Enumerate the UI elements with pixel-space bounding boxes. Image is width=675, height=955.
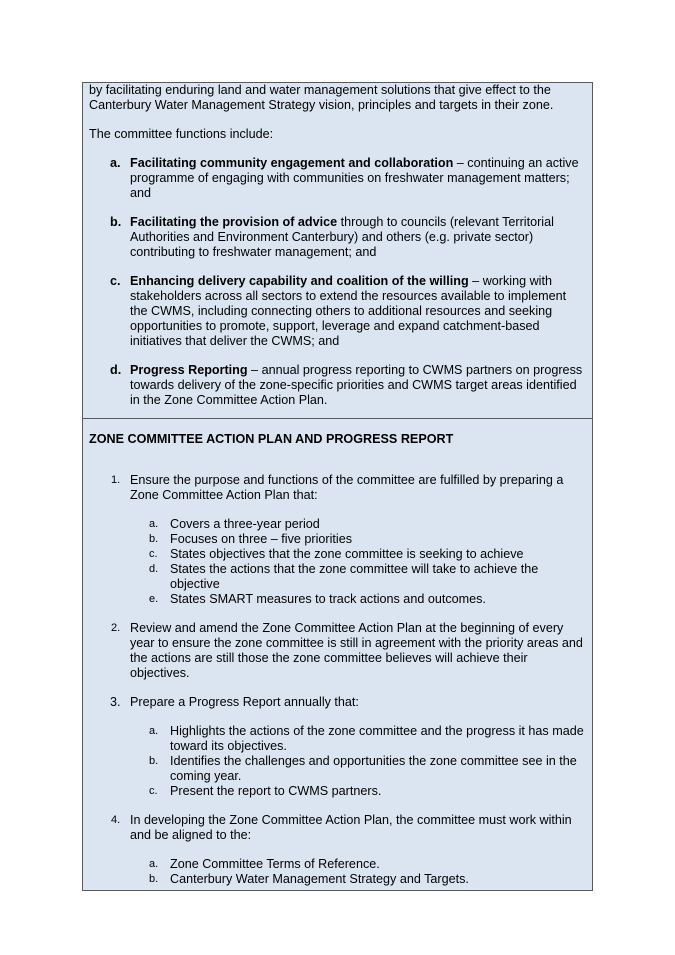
- sub-text: Zone Committee Terms of Reference.: [170, 857, 380, 871]
- sub-letter: a.: [149, 725, 159, 737]
- plan-text: Prepare a Progress Report annually that:: [130, 695, 359, 709]
- sub-letter: b.: [149, 755, 159, 767]
- function-letter: b.: [110, 215, 122, 229]
- sub-text: Canterbury Water Management Strategy and Targets.: [170, 872, 469, 886]
- function-letter: d.: [110, 363, 122, 377]
- functions-cell: [83, 83, 592, 419]
- function-title: Progress Reporting: [130, 363, 248, 377]
- sub-item: [130, 724, 586, 754]
- function-description: – continuing an active programme of engaging with communities on freshwater management matters; and: [130, 156, 579, 200]
- document-table: [82, 82, 593, 891]
- functions-lead: The committee functions include:: [89, 127, 274, 141]
- sub-item: [130, 532, 586, 547]
- function-description: – annual progress reporting to CWMS partners on progress towards delivery of the zone-specific priorities and CWMS target areas identified in the Zone Committee Action Plan.: [130, 363, 583, 407]
- plan-number: 1.: [111, 474, 121, 486]
- sub-item: [130, 784, 586, 799]
- sub-letter: a.: [149, 858, 159, 870]
- sub-letter: e.: [149, 593, 159, 605]
- sub-item: [130, 592, 586, 607]
- sub-item: [130, 872, 586, 887]
- sub-letter: c.: [149, 548, 158, 560]
- function-item: [89, 363, 586, 408]
- sub-text: States objectives that the zone committee is seeking to achieve: [170, 547, 524, 561]
- plan-text: Review and amend the Zone Committee Action Plan at the beginning of every year to ensure the zone committee is still in agreement with the priority areas and the actions are still those the zone committee believes will achieve their objectives.: [130, 621, 583, 680]
- sub-letter: c.: [149, 785, 158, 797]
- sub-text: States SMART measures to track actions and outcomes.: [170, 592, 486, 606]
- plan-item: [89, 621, 586, 681]
- plan-number: 3.: [110, 695, 121, 709]
- sub-list: [130, 857, 586, 887]
- action-plan-list: [89, 473, 586, 887]
- plan-item: [89, 813, 586, 887]
- sub-text: Covers a three-year period: [170, 517, 320, 531]
- plan-text: Ensure the purpose and functions of the committee are fulfilled by preparing a Zone Committee Action Plan that:: [130, 473, 564, 502]
- function-title: Facilitating community engagement and collaboration: [130, 156, 454, 170]
- action-plan-cell: [83, 419, 592, 890]
- sub-letter: b.: [149, 533, 159, 545]
- sub-item: [130, 754, 586, 784]
- plan-number: 2.: [111, 622, 121, 634]
- sub-text: States the actions that the zone committee will take to achieve the objective: [170, 562, 539, 591]
- function-item: [89, 274, 586, 349]
- sub-item: [130, 517, 586, 532]
- sub-text: Present the report to CWMS partners.: [170, 784, 382, 798]
- functions-list: [89, 156, 586, 408]
- sub-letter: a.: [149, 518, 159, 530]
- sub-letter: d.: [149, 563, 159, 575]
- plan-number: 4.: [111, 814, 121, 826]
- sub-item: [130, 547, 586, 562]
- sub-text: Identifies the challenges and opportunities the zone committee see in the coming year.: [170, 754, 577, 783]
- function-item: [89, 156, 586, 201]
- sub-text: Focuses on three – five priorities: [170, 532, 352, 546]
- sub-item: [130, 857, 586, 872]
- sub-item: [130, 562, 586, 592]
- function-title: Enhancing delivery capability and coalition of the willing: [130, 274, 469, 288]
- function-letter: c.: [110, 274, 121, 288]
- sub-letter: b.: [149, 873, 159, 885]
- function-item: [89, 215, 586, 260]
- plan-item: [89, 695, 586, 799]
- function-description: through to councils (relevant Territorial Authorities and Environment Canterbury) and others (e.g. private sector) contributing to freshwater management; and: [130, 215, 554, 259]
- section-heading: ZONE COMMITTEE ACTION PLAN AND PROGRESS REPORT: [89, 432, 454, 446]
- sub-list: [130, 517, 586, 607]
- plan-text: In developing the Zone Committee Action Plan, the committee must work within and be aligned to the:: [130, 813, 572, 842]
- sub-list: [130, 724, 586, 799]
- function-letter: a.: [110, 156, 121, 170]
- function-title: Facilitating the provision of advice: [130, 215, 338, 229]
- intro-text: by facilitating enduring land and water management solutions that give effect to the Canterbury Water Management Strategy vision, principles and targets in their zone.: [89, 83, 554, 112]
- function-description: – working with stakeholders across all sectors to extend the resources available to implement the CWMS, including connecting others to additional resources and seeking opportunities to promote, support, leverage and expand catchment-based initiatives that deliver the CWMS; and: [130, 274, 567, 348]
- sub-text: Highlights the actions of the zone committee and the progress it has made toward its objectives.: [170, 724, 584, 753]
- plan-item: [89, 473, 586, 607]
